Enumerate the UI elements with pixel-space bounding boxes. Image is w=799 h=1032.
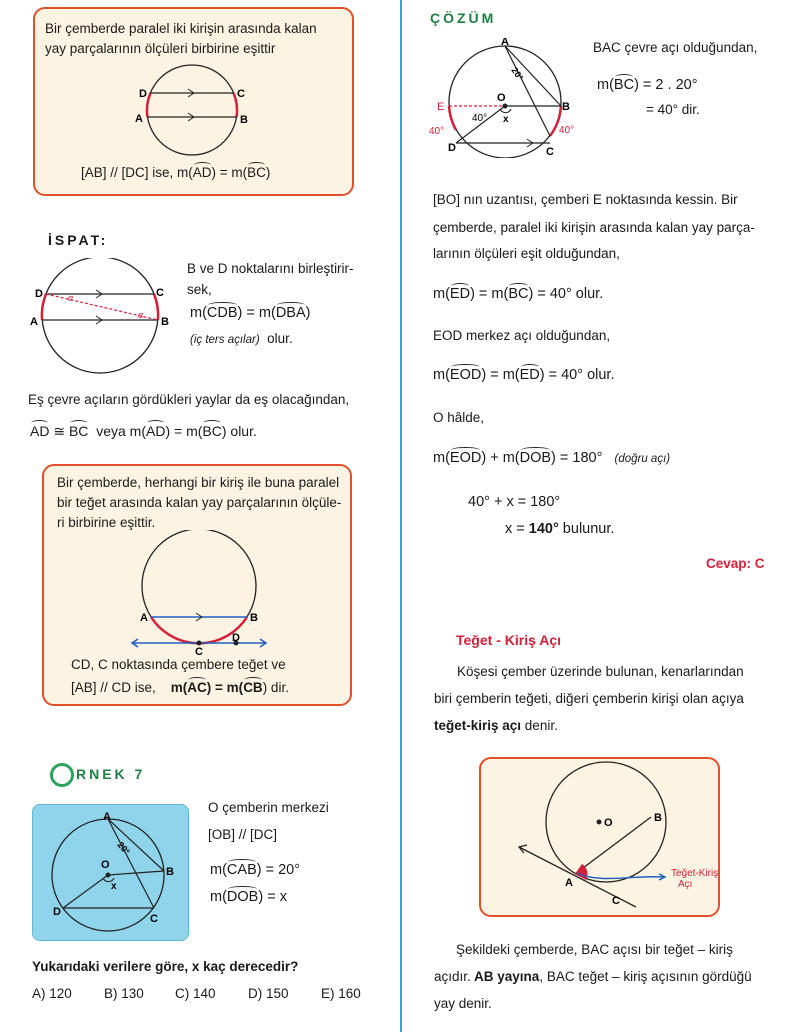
theorem2-line2 xyxy=(71,681,289,695)
f2-pre: açıdır. xyxy=(434,969,471,984)
final-arc-bc-2: BC xyxy=(202,423,222,439)
eq-pre: m( xyxy=(190,305,207,321)
label-a: A xyxy=(30,316,38,328)
congruent-symbol: ≅ xyxy=(53,423,66,439)
e3-note: (doğru açı) xyxy=(614,453,671,465)
solution-e5 xyxy=(505,522,614,537)
example-line2: [OB] // [DC] xyxy=(208,827,278,842)
option-a[interactable]: A) 120 xyxy=(32,986,72,1001)
angle-cdb: CDB xyxy=(206,305,238,321)
solution-s3: = 40° dir. xyxy=(646,102,700,117)
tangent-d2: biri çemberin teğeti, diğeri çemberin kirişi olan açıya xyxy=(434,691,744,706)
label-b: B xyxy=(166,866,174,878)
label-c: C xyxy=(237,88,245,100)
example-figure xyxy=(33,805,188,940)
fig-20: 20° xyxy=(115,839,132,857)
tangent-d3 xyxy=(434,719,558,733)
final-arc-ad-2: AD xyxy=(146,423,166,439)
solution-e1 xyxy=(433,287,603,302)
label-a: A xyxy=(103,811,111,823)
e1-a: ED xyxy=(449,286,471,302)
tangent-f2 xyxy=(434,970,752,984)
proof-line1: B ve D noktalarını birleştirir- xyxy=(187,261,354,276)
eq2-pre: m( xyxy=(210,889,227,905)
solution-e4: 40° + x = 180° xyxy=(468,494,561,510)
option-b[interactable]: B) 130 xyxy=(104,986,144,1001)
label-b: B xyxy=(250,612,258,624)
e3-mid: ) + m( xyxy=(481,450,520,466)
sol-20: 20° xyxy=(509,65,526,83)
fig-x: x xyxy=(111,881,117,892)
final-arc-ad: AD xyxy=(30,423,50,439)
eq1-pre: m( xyxy=(210,862,227,878)
tangent-figure-box xyxy=(479,757,720,917)
label-d: D xyxy=(139,88,147,100)
conclusion-post: ) xyxy=(265,165,271,180)
proof-final xyxy=(30,424,257,438)
e5-val: 140° xyxy=(528,521,559,537)
tangent-d3-rest: denir. xyxy=(521,718,558,733)
final-arc-bc: BC xyxy=(68,423,89,439)
theorem2-text-2: bir teğet arasında kalan yay parçalarının ölçüle- xyxy=(57,495,342,510)
tangent-figure xyxy=(481,759,718,915)
s2-arc: BC xyxy=(613,77,635,93)
f2-post: , BAC teğet – kiriş açısının gördüğü xyxy=(539,969,752,984)
theorem1-box xyxy=(33,7,354,196)
label-b: B xyxy=(240,114,248,126)
conclusion-mid: ) = m( xyxy=(211,165,248,180)
label-b: B xyxy=(161,316,169,328)
t2-m: m( xyxy=(170,680,188,695)
label-a: A xyxy=(501,38,509,48)
label-d: D xyxy=(53,906,61,918)
theorem1-text-1: Bir çemberde paralel iki kirişin arasında kalan xyxy=(45,21,317,36)
deg-40-center: 40° xyxy=(472,113,488,124)
theorem2-line1: CD, C noktasında çembere teğet ve xyxy=(71,657,286,672)
proof-heading: İSPAT: xyxy=(48,232,109,248)
f2-bold: AB yayına xyxy=(470,969,540,984)
e3-b: DOB xyxy=(519,450,552,466)
theorem2-box xyxy=(42,464,352,706)
proof-figure xyxy=(28,258,178,378)
label-b: B xyxy=(562,101,570,113)
label-c: C xyxy=(195,646,203,655)
tangent-heading: Teğet - Kiriş Açı xyxy=(456,632,562,648)
t2-mid: ) = m( xyxy=(206,680,244,695)
tangent-f1: Şekildeki çemberde, BAC açısı bir teğet – kiriş xyxy=(456,942,733,957)
tangent-chord-label-2: Açı xyxy=(678,879,693,890)
theorem1-figure xyxy=(130,57,260,157)
proof-line2: sek, xyxy=(187,282,212,297)
example-eq1 xyxy=(210,863,300,878)
s2-post: ) = 2 . 20° xyxy=(634,77,698,93)
final-mid2: ) = m( xyxy=(165,423,203,439)
e2-a: EOD xyxy=(449,367,482,383)
solution-e3 xyxy=(433,451,670,466)
theorem1-conclusion xyxy=(81,166,270,180)
label-a: A xyxy=(140,612,148,624)
e5-pre: x = xyxy=(505,521,529,537)
example-line1: O çemberin merkezi xyxy=(208,800,329,815)
label-c: C xyxy=(156,287,164,299)
solution-p5: O hâlde, xyxy=(433,410,485,425)
final-mid: veya m( xyxy=(96,423,146,439)
e2-post: ) = 40° olur. xyxy=(539,367,615,383)
e2-b: ED xyxy=(519,367,540,383)
deg-40-left: 40° xyxy=(429,126,445,137)
solution-p1: [BO] nın uzantısı, çemberi E noktasında kessin. Bir xyxy=(433,192,738,207)
final-post: ) olur. xyxy=(221,423,257,439)
alpha-2: α xyxy=(138,310,144,320)
proof-note-post: olur. xyxy=(267,331,293,346)
angle-cab: CAB xyxy=(226,862,257,878)
conclusion-pre: [AB] // [DC] ise, m( xyxy=(81,165,193,180)
solution-e2 xyxy=(433,368,614,383)
solution-figure xyxy=(425,38,585,158)
label-a: A xyxy=(135,113,143,125)
column-divider xyxy=(400,0,402,1032)
angle-dba: DBA xyxy=(275,305,306,321)
sol-x: x xyxy=(503,114,509,125)
proof-note: (iç ters açılar) xyxy=(190,334,260,346)
theorem2-text-1: Bir çemberde, herhangi bir kiriş ile buna paralel xyxy=(57,475,340,490)
example-eq2 xyxy=(210,890,287,905)
proof-equation xyxy=(190,306,310,321)
e2-mid: ) = m( xyxy=(481,367,520,383)
label-d: D xyxy=(232,632,240,644)
theorem2-figure xyxy=(124,530,274,655)
label-b: B xyxy=(654,812,662,824)
label-e: E xyxy=(437,101,445,113)
eq2-post: ) = x xyxy=(258,889,287,905)
e1-post: ) = 40° olur. xyxy=(528,286,604,302)
solution-heading: ÇÖZÜM xyxy=(430,10,497,26)
example-figure-box xyxy=(32,804,189,941)
label-a: A xyxy=(565,877,573,889)
eq-mid: ) = m( xyxy=(237,305,276,321)
theorem1-text-2: yay parçalarının ölçüleri birbirine eşittir xyxy=(45,41,276,56)
example-question: Yukarıdaki verilere göre, x kaç derecedir? xyxy=(32,959,299,974)
e3-a: EOD xyxy=(449,450,482,466)
eq-post: ) xyxy=(305,305,311,321)
arc-cb: CB xyxy=(243,680,263,695)
label-c: C xyxy=(150,913,158,925)
solution-s2 xyxy=(597,78,698,93)
answer-label: Cevap: C xyxy=(706,556,765,571)
solution-p2: çemberde, paralel iki kirişin arasında kalan yay parça- xyxy=(433,220,755,235)
tangent-d1: Köşesi çember üzerinde bulunan, kenarlarından xyxy=(457,664,744,679)
example-title: RNEK 7 xyxy=(76,766,146,783)
tangent-f3: yay denir. xyxy=(434,996,492,1011)
eq1-post: ) = 20° xyxy=(256,862,301,878)
solution-p3: larının ölçüleri eşit olduğundan, xyxy=(433,246,620,261)
proof-note-line xyxy=(190,332,293,347)
deg-40-right: 40° xyxy=(559,125,575,136)
theorem2-text-3: ri birbirine eşittir. xyxy=(57,515,156,530)
s2-pre: m( xyxy=(597,77,614,93)
option-d[interactable]: D) 150 xyxy=(248,986,289,1001)
label-d: D xyxy=(448,142,456,154)
label-o: O xyxy=(101,859,110,871)
label-o: O xyxy=(604,817,613,829)
alpha-1: α xyxy=(68,293,74,303)
example-heading xyxy=(50,763,145,787)
arc-bc: BC xyxy=(247,165,266,180)
solution-s1: BAC çevre açı olduğundan, xyxy=(593,40,758,55)
option-c[interactable]: C) 140 xyxy=(175,986,216,1001)
e1-b: BC xyxy=(508,286,529,302)
label-c: C xyxy=(612,895,620,907)
label-o: O xyxy=(497,92,506,104)
t2-post: ) dir. xyxy=(262,680,289,695)
option-e[interactable]: E) 160 xyxy=(321,986,361,1001)
e2-pre: m( xyxy=(433,367,450,383)
e1-mid: ) = m( xyxy=(470,286,509,302)
e3-pre: m( xyxy=(433,450,450,466)
arc-ad: AD xyxy=(192,165,212,180)
label-d: D xyxy=(35,288,43,300)
e5-post: bulunur. xyxy=(558,521,615,537)
angle-dob: DOB xyxy=(226,889,259,905)
proof-summary: Eş çevre açıların gördükleri yaylar da eş olacağından, xyxy=(28,392,350,407)
tangent-chord-label-1: Teğet-Kiriş xyxy=(671,868,718,879)
e3-post: ) = 180° xyxy=(551,450,603,466)
solution-p4: EOD merkez açı olduğundan, xyxy=(433,328,611,343)
e1-pre: m( xyxy=(433,286,450,302)
label-c: C xyxy=(546,146,554,158)
arc-ac: AC xyxy=(187,680,207,695)
example-o-icon xyxy=(50,763,74,787)
t2-pre: [AB] // CD ise, xyxy=(71,680,156,695)
tangent-term: teğet-kiriş açı xyxy=(434,718,522,733)
